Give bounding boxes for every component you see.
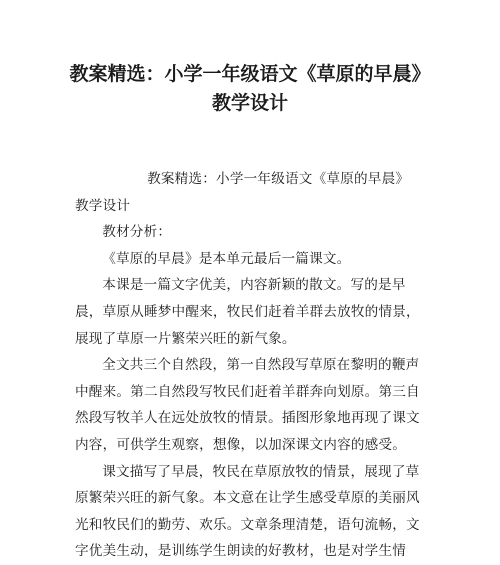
paragraph-intro: 《草原的早晨》是本单元最后一篇课文。 [102, 250, 351, 267]
paragraph-heading-repeat: 教案精选：小学一年级语文《草原的早晨》教学设计 [75, 171, 410, 214]
paragraph-text-description: 本课是一篇文字优美，内容新颖的散文。写的是早晨，草原从睡梦中醒来，牧民们赶着羊群去放牧的情景，展现了草原一片繁荣兴旺的新气象。 [75, 277, 420, 347]
paragraph-section-label: 教材分析： [102, 224, 172, 241]
paragraph-theme: 课文描写了早晨，牧民在草原放牧的情景，展现了草原繁荣兴旺的新气象。本文意在让学生感受草原的美丽风光和牧民们的勤劳、欢乐。文章条理清楚，语句流畅，文字优美生动，是训练学生朗读的好教材，也是对学生情 [75, 463, 420, 560]
paragraph-structure: 全文共三个自然段，第一自然段写草原在黎明的鞭声中醒来。第二自然段写牧民们赶着羊群奔向划原。第三自然段写牧羊人在远处放牧的情景。插图形象地再现了课文内容，可供学生观察，想像，以加深课文内容的感受。 [75, 357, 420, 453]
document-title-line-1: 教案精选：小学一年级语文《草原的早晨》 [69, 63, 431, 85]
document-body [75, 166, 421, 565]
document-title-line-2: 教学设计 [211, 92, 288, 114]
